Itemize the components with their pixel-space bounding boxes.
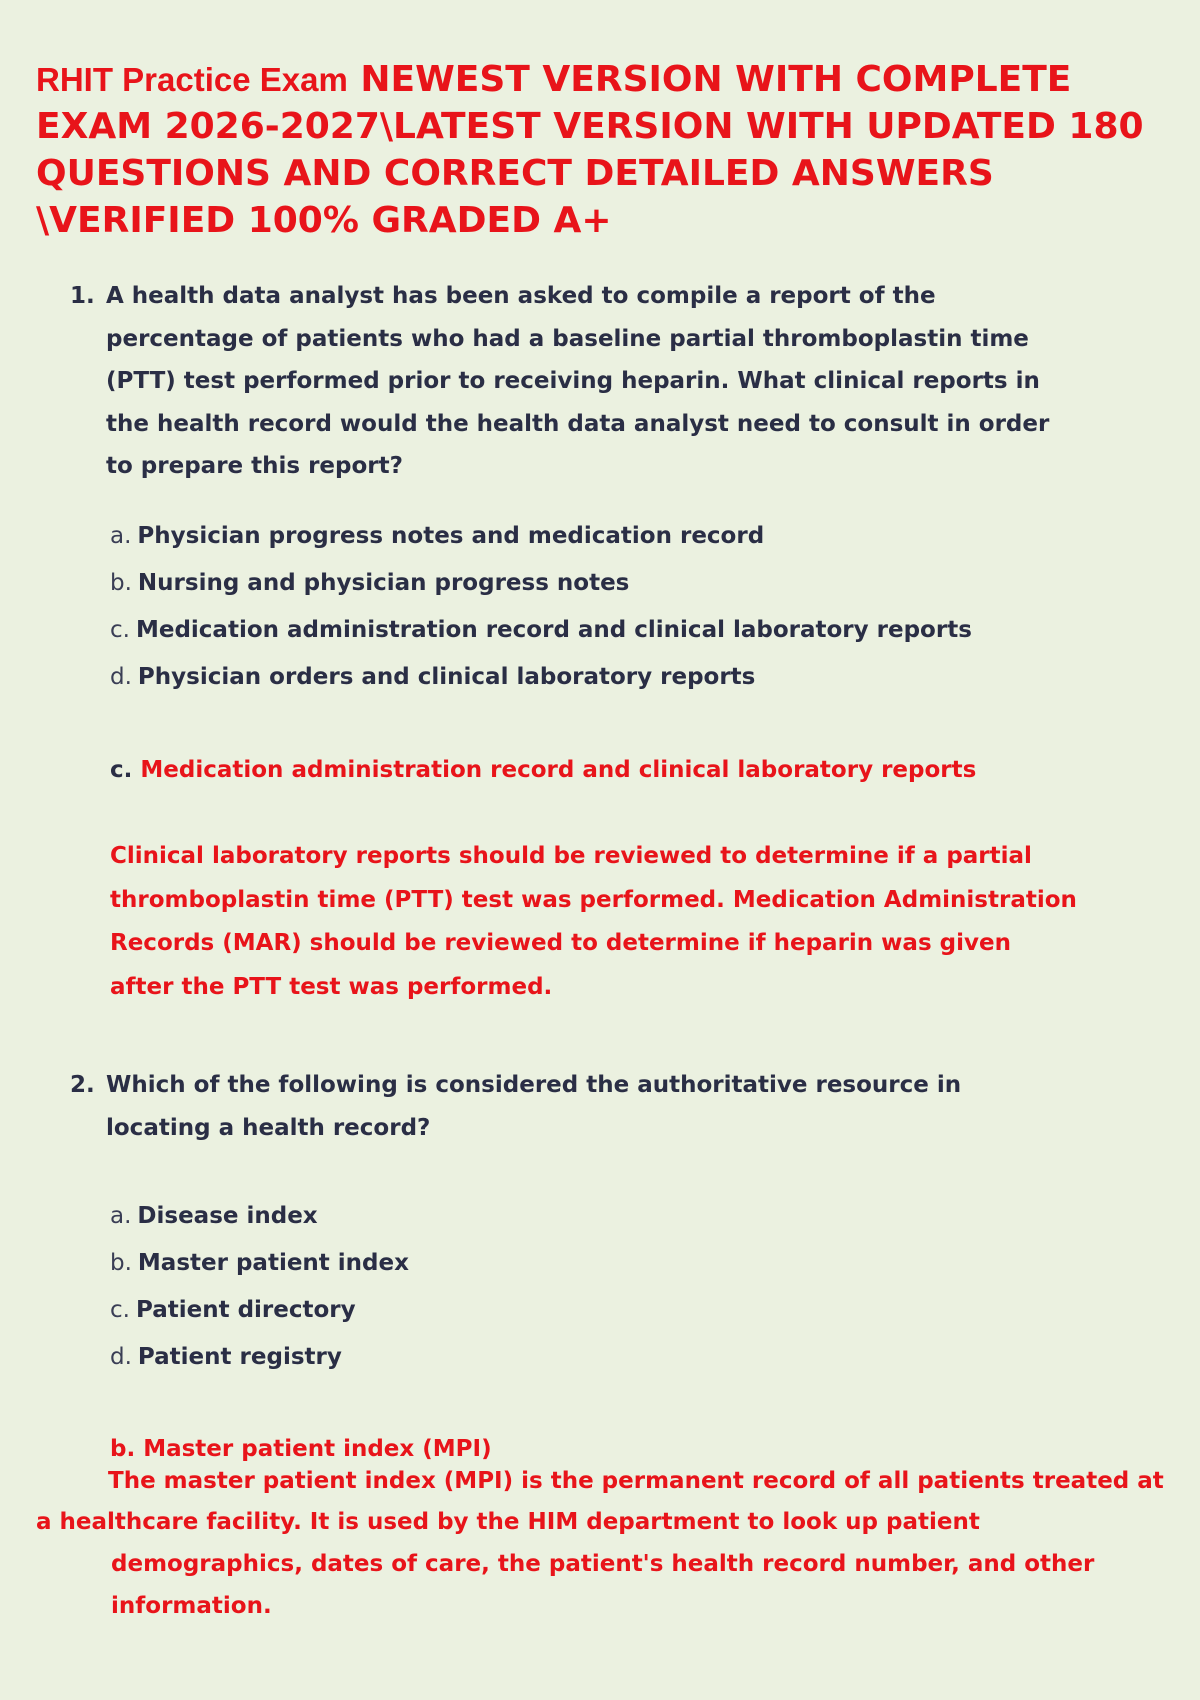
question-2-answer: b. Master patient index (MPI) xyxy=(110,1436,492,1462)
option-c xyxy=(110,1287,1010,1334)
question-1-explanation: Clinical laboratory reports should be reviewed to determine if a partial thromboplastin time (PTT) test was performed. Medication Administration Records (MAR) should be reviewed to determine if heparin was given after the PTT test was performed. xyxy=(110,843,1077,1000)
question-1-answer xyxy=(110,757,1110,783)
option-letter: b. xyxy=(110,570,132,596)
option-text: Physician orders and clinical laboratory reports xyxy=(137,664,756,690)
option-text: Master patient index xyxy=(137,1250,409,1276)
option-letter: d. xyxy=(110,1344,132,1370)
question-1-options xyxy=(110,513,1010,701)
explanation-line: demographics, dates of care, the patient's health record number, and other xyxy=(111,1551,1095,1577)
question-1 xyxy=(70,275,1070,488)
option-text: Medication administration record and clinical laboratory reports xyxy=(135,617,972,643)
option-c xyxy=(110,607,1010,654)
title-rest: NEWEST VERSION WITH COMPLETE EXAM 2026-2027\LATEST VERSION WITH UPDATED 180 QUESTIONS AND CORRECT DETAILED ANSWERS \VERIFIED 100% GRADED A+ xyxy=(36,59,1144,241)
option-a xyxy=(110,1193,1010,1240)
option-d xyxy=(110,1334,1010,1381)
explanation-line: information. xyxy=(111,1593,272,1619)
question-2 xyxy=(70,1064,1070,1149)
option-b xyxy=(110,560,1010,607)
option-letter: b. xyxy=(110,1250,132,1276)
option-text: Nursing and physician progress notes xyxy=(137,570,630,596)
option-b xyxy=(110,1240,1010,1287)
explanation-line: The master patient index (MPI) is the permanent record of all patients treated at xyxy=(108,1468,1164,1494)
option-letter: a. xyxy=(110,1203,132,1229)
question-text: Which of the following is considered the authoritative resource in locating a health record? xyxy=(106,1072,962,1141)
option-letter: a. xyxy=(110,523,132,549)
option-text: Disease index xyxy=(137,1203,318,1229)
option-text: Physician progress notes and medication record xyxy=(137,523,765,549)
question-number: 2. xyxy=(70,1072,95,1098)
option-d xyxy=(110,654,1010,701)
option-letter: c. xyxy=(110,1297,130,1323)
document-title xyxy=(36,56,1166,244)
answer-text: Medication administration record and clinical laboratory reports xyxy=(140,757,977,783)
question-text: A health data analyst has been asked to compile a report of the percentage of patients who had a baseline partial thromboplastin time (PTT) test performed prior to receiving heparin. What clinical reports in the health record would the health data analyst need to consult in order to prepare this report? xyxy=(106,283,1050,479)
answer-letter: c. xyxy=(110,757,133,783)
option-a xyxy=(110,513,1010,560)
option-letter: d. xyxy=(110,664,132,690)
option-text: Patient registry xyxy=(137,1344,342,1370)
question-number: 1. xyxy=(70,283,95,309)
option-letter: c. xyxy=(110,617,130,643)
title-lead: RHIT Practice Exam xyxy=(36,61,348,98)
explanation-line: a healthcare facility. It is used by the HIM department to look up patient xyxy=(36,1509,980,1535)
question-2-options xyxy=(110,1193,1010,1381)
option-text: Patient directory xyxy=(135,1297,356,1323)
